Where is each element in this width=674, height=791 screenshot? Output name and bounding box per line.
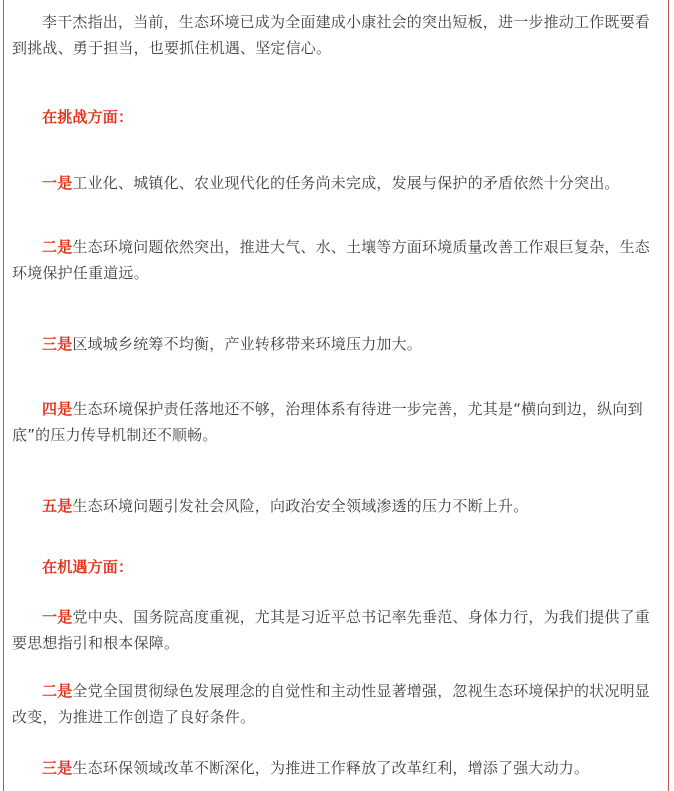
opportunity-item-1	[12, 604, 662, 656]
opportunity-2-lead: 二是	[42, 682, 73, 700]
challenge-1-text: 工业化、城镇化、农业现代化的任务尚未完成，发展与保护的矛盾依然十分突出。	[72, 174, 620, 192]
challenge-5-lead: 五是	[42, 497, 73, 515]
challenge-4-lead: 四是	[42, 400, 73, 418]
challenge-4-text: 生态环境保护责任落地还不够，治理体系有待进一步完善，尤其是“横向到边，纵向到底”的压力传导机制还不顺畅。	[12, 400, 643, 444]
challenges-heading	[12, 104, 662, 130]
challenges-heading-text: 在挑战方面：	[42, 108, 134, 126]
challenge-item-4	[12, 396, 662, 448]
challenge-item-1	[12, 170, 662, 196]
challenge-2-text: 生态环境问题依然突出，推进大气、水、土壤等方面环境质量改善工作艰巨复杂，生态环境保护任重道远。	[12, 238, 651, 282]
opportunities-heading-text: 在机遇方面：	[42, 558, 134, 576]
opportunity-1-text: 党中央、国务院高度重视，尤其是习近平总书记率先垂范、身体力行，为我们提供了重要思想指引和根本保障。	[12, 608, 651, 652]
challenge-item-2	[12, 234, 662, 286]
opportunities-heading	[12, 554, 662, 580]
challenge-5-text: 生态环境问题引发社会风险，向政治安全领域渗透的压力不断上升。	[72, 497, 529, 515]
challenge-1-lead: 一是	[42, 174, 73, 192]
challenge-2-lead: 二是	[42, 238, 73, 256]
opportunity-item-3	[12, 755, 662, 781]
opportunity-2-text: 全党全国贯彻绿色发展理念的自觉性和主动性显著增强，忽视生态环境保护的状况明显改变，为推进工作创造了良好条件。	[12, 682, 651, 726]
opportunity-3-lead: 三是	[42, 759, 73, 777]
intro-text: 李干杰指出，当前，生态环境已成为全面建成小康社会的突出短板，进一步推动工作既要看到挑战、勇于担当，也要抓住机遇、坚定信心。	[12, 13, 651, 57]
challenge-item-3	[12, 331, 662, 357]
challenge-3-lead: 三是	[42, 335, 73, 353]
opportunity-3-text: 生态环保领域改革不断深化，为推进工作释放了改革红利，增添了强大动力。	[72, 759, 590, 777]
opportunity-1-lead: 一是	[42, 608, 73, 626]
opportunity-item-2	[12, 678, 662, 730]
challenge-3-text: 区域城乡统筹不均衡，产业转移带来环境压力加大。	[72, 335, 423, 353]
challenge-item-5	[12, 493, 662, 519]
intro-paragraph	[12, 9, 662, 61]
